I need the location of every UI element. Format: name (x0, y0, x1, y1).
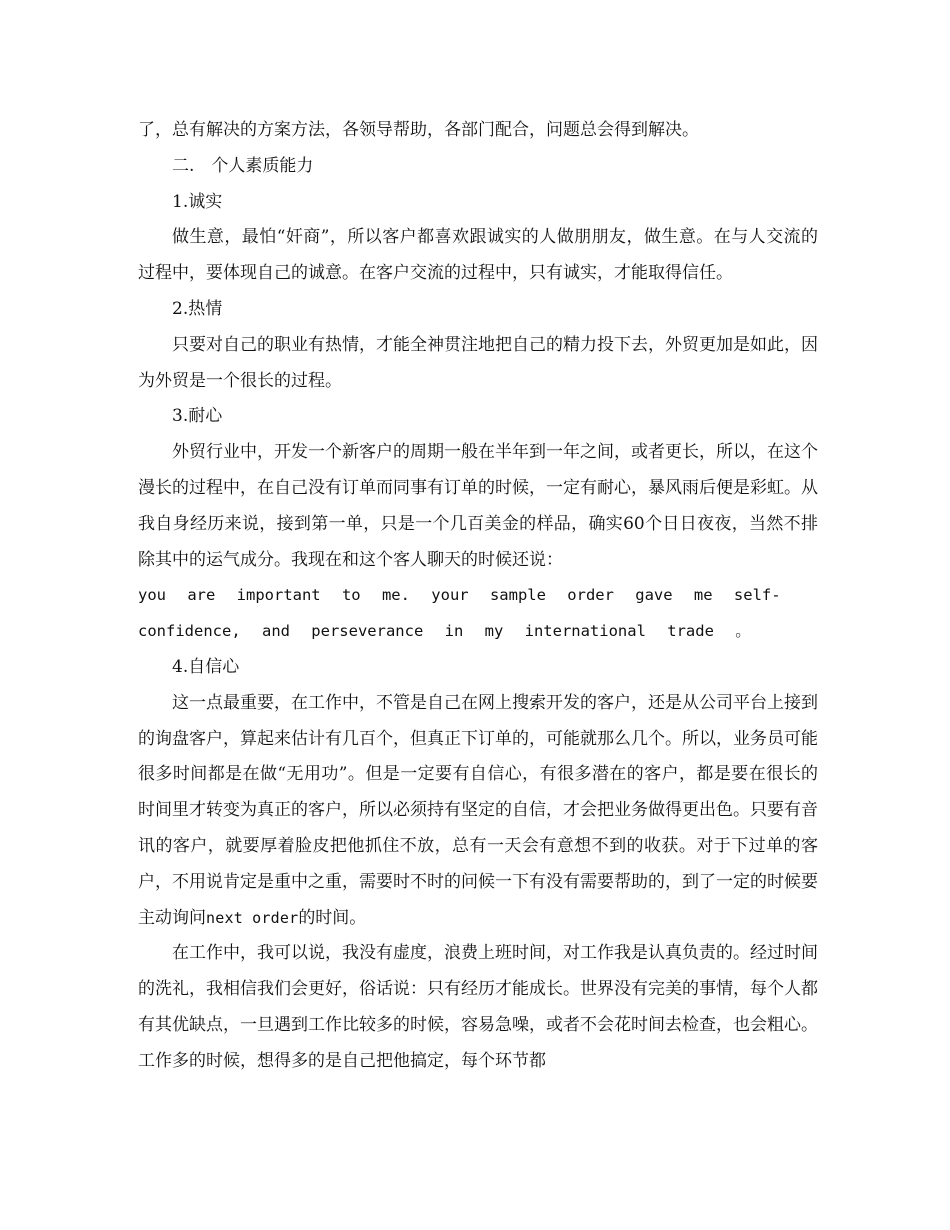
paragraph-enthusiasm: 只要对自己的职业有热情，才能全神贯注地把自己的精力投下去，外贸更加是如此，因为外贸是一个很长的过程。 (138, 334, 818, 391)
paragraph-summary: 在工作中，我可以说，我没有虚度，浪费上班时间，对工作我是认真负责的。经过时间的洗礼，我相信我们会更好，俗话说：只有经历才能成长。世界没有完美的事情，每个人都有其优缺点，一旦遇到工作比较多的时候，容易急噪，或者不会花时间去检查，也会粗心。工作多的时候，想得多的是自己把他搞定，每个环节都 (138, 943, 818, 1071)
english-quote-line-2: confidence, and perseverance in my international trade 。 (138, 622, 751, 641)
paragraph-confidence (138, 686, 818, 937)
next-order-term: next order (206, 908, 299, 927)
section-title: 二. 个人素质能力 (172, 155, 314, 176)
heading-enthusiasm: 2.热情 (172, 298, 223, 319)
paragraph-confidence-tail: 的时间。 (298, 907, 367, 928)
paragraph-honesty: 做生意，最怕“奸商”，所以客户都喜欢跟诚实的人做朋朋友，做生意。在与人交流的过程中，要体现自己的诚意。在客户交流的过程中，只有诚实，才能取得信任。 (138, 227, 818, 284)
heading-confidence: 4.自信心 (172, 656, 240, 677)
document-body (138, 113, 818, 1080)
paragraph-confidence-text: 这一点最重要，在工作中，不管是自己在网上搜索开发的客户，还是从公司平台上接到的询盘客户，算起来估计有几百个，但真正下订单的，可能就那么几个。所以，业务员可能很多时间都是在做“无用功”。但是一定要有自信心，有很多潜在的客户，都是要在很长的时间里才转变为真正的客户，所以必须持有坚定的自信，才会把业务做得更出色。只要有音讯的客户，就要厚着脸皮把他抓住不放，总有一天会有意想不到的收获。对于下过单的客户，不用说肯定是重中之重，需要时不时的问候一下有没有需要帮助的，到了一定的时候要主动询问 (138, 692, 818, 928)
paragraph-intro-end: 了，总有解决的方案方法，各领导帮助，各部门配合，问题总会得到解决。 (138, 120, 699, 140)
english-quote-line-1: you are important to me. your sample order gave me self- (138, 586, 781, 605)
paragraph-patience: 外贸行业中，开发一个新客户的周期一般在半年到一年之间，或者更长，所以，在这个漫长的过程中，在自己没有订单而同事有订单的时候，一定有耐心，暴风雨后便是彩虹。从我自身经历来说，接到第一单，只是一个几百美金的样品，确实60个日日夜夜，当然不排除其中的运气成分。我现在和这个客人聊天的时候还说： (138, 442, 818, 570)
heading-honesty: 1.诚实 (172, 191, 223, 212)
heading-patience: 3.耐心 (172, 406, 223, 427)
